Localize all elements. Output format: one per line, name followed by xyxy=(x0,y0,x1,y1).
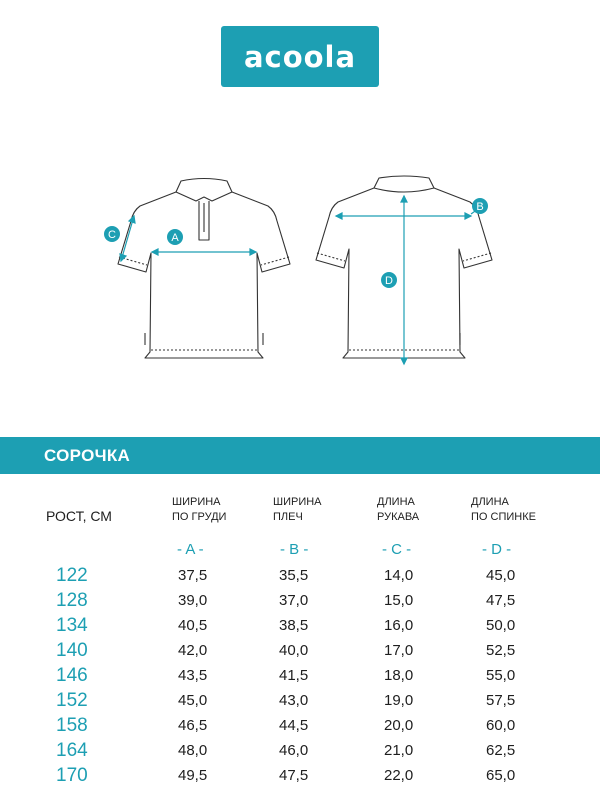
table-cell: 47,5 xyxy=(486,592,516,609)
table-cell: 37,5 xyxy=(178,567,208,584)
size-value: 134 xyxy=(56,615,88,636)
size-value: 170 xyxy=(56,765,88,786)
size-value: 122 xyxy=(56,565,88,586)
table-cell: 52,5 xyxy=(486,642,516,659)
front-collar xyxy=(176,179,232,202)
size-value: 158 xyxy=(56,715,88,736)
table-cell: 18,0 xyxy=(384,667,414,684)
measure-line-c xyxy=(121,216,134,261)
column-header-back-length: ДЛИНА ПО СПИНКЕ xyxy=(471,496,536,523)
table-cell: 43,0 xyxy=(279,692,309,709)
table-cell: 19,0 xyxy=(384,692,414,709)
table-cell: 57,5 xyxy=(486,692,516,709)
brand-logo-text: acoola xyxy=(243,39,357,74)
table-cell: 39,0 xyxy=(178,592,208,609)
marker-b-label: B xyxy=(476,201,484,213)
size-value: 140 xyxy=(56,640,88,661)
table-cell: 44,5 xyxy=(279,717,309,734)
column-letter-d: - D - xyxy=(482,541,512,558)
values-chest-width xyxy=(178,563,238,788)
size-value: 146 xyxy=(56,665,88,686)
values-shoulder-width xyxy=(279,563,339,788)
column-letter-c: - C - xyxy=(382,541,412,558)
section-band xyxy=(0,437,600,474)
column-header-sleeve-length: ДЛИНА РУКАВА xyxy=(377,496,420,523)
table-cell: 22,0 xyxy=(384,767,414,784)
table-cell: 37,0 xyxy=(279,592,309,609)
height-column-header: РОСТ, СМ xyxy=(46,508,112,524)
table-cell: 43,5 xyxy=(178,667,208,684)
table-cell: 15,0 xyxy=(384,592,414,609)
table-cell: 40,5 xyxy=(178,617,208,634)
table-cell: 20,0 xyxy=(384,717,414,734)
table-cell: 49,5 xyxy=(178,767,208,784)
table-cell: 60,0 xyxy=(486,717,516,734)
table-cell: 62,5 xyxy=(486,742,516,759)
column-letter-a: - A - xyxy=(177,541,204,558)
size-list xyxy=(56,563,126,788)
table-cell: 35,5 xyxy=(279,567,309,584)
size-value: 152 xyxy=(56,690,88,711)
column-header-shoulder-width: ШИРИНА ПЛЕЧ xyxy=(273,496,322,523)
table-cell: 14,0 xyxy=(384,567,414,584)
table-cell: 40,0 xyxy=(279,642,309,659)
table-cell: 16,0 xyxy=(384,617,414,634)
column-letter-b: - B - xyxy=(280,541,309,558)
table-cell: 47,5 xyxy=(279,767,309,784)
table-cell: 21,0 xyxy=(384,742,414,759)
table-cell: 50,0 xyxy=(486,617,516,634)
column-header-chest-width: ШИРИНА ПО ГРУДИ xyxy=(172,496,227,523)
marker-d-label: D xyxy=(385,275,393,287)
table-cell: 41,5 xyxy=(279,667,309,684)
table-cell: 65,0 xyxy=(486,767,516,784)
size-value: 164 xyxy=(56,740,88,761)
back-collar xyxy=(374,176,434,192)
values-back-length xyxy=(486,563,546,788)
table-cell: 46,5 xyxy=(178,717,208,734)
table-cell: 55,0 xyxy=(486,667,516,684)
table-cell: 42,0 xyxy=(178,642,208,659)
table-cell: 38,5 xyxy=(279,617,309,634)
values-sleeve-length xyxy=(384,563,444,788)
table-cell: 17,0 xyxy=(384,642,414,659)
table-cell: 48,0 xyxy=(178,742,208,759)
table-cell: 45,0 xyxy=(486,567,516,584)
table-cell: 45,0 xyxy=(178,692,208,709)
table-cell: 46,0 xyxy=(279,742,309,759)
section-title: СОРОЧКА xyxy=(44,445,131,465)
marker-c-label: C xyxy=(108,229,116,241)
size-value: 128 xyxy=(56,590,88,611)
marker-a-label: A xyxy=(171,232,179,244)
